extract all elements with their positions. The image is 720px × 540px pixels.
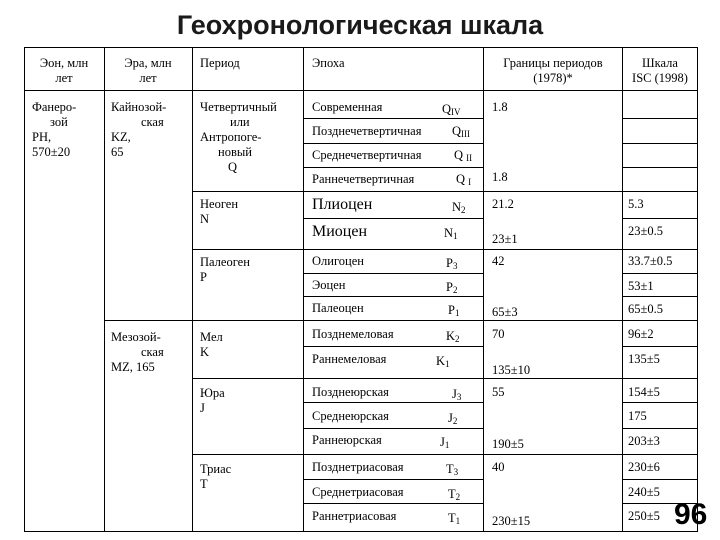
epoch-name: Раннеюрская	[312, 433, 382, 447]
epoch-code: $P_1$	[448, 303, 460, 318]
bound-value: 1.8	[492, 170, 508, 184]
epoch-code: Q $_I$	[456, 172, 472, 187]
epoch-name: Раннемеловая	[312, 352, 387, 366]
epoch-code: $K_2$	[446, 329, 460, 344]
isc-value: 23±0.5	[628, 224, 663, 238]
bound-value: 135±10	[492, 363, 531, 377]
epoch-code: $N_1$	[444, 226, 458, 241]
period-cretaceous: Мел K	[200, 330, 223, 359]
isc-value: 230±6	[628, 460, 660, 474]
epoch-code: $J_2$	[448, 411, 458, 426]
isc-value: 240±5	[628, 485, 660, 499]
period-neogene: Неоген N	[200, 197, 239, 226]
epoch-name: Современная	[312, 100, 383, 114]
epoch-name: Позднетриасовая	[312, 460, 404, 474]
bound-value: 190±5	[492, 437, 524, 451]
isc-value: 65±0.5	[628, 302, 663, 316]
epoch-name: Миоцен	[312, 223, 368, 240]
epoch-code: $T_2$	[448, 487, 461, 502]
header-eon: Эон, млн лет	[39, 56, 89, 85]
epoch-code: $J_1$	[440, 435, 450, 450]
period-triassic: Триас T	[200, 462, 232, 491]
epoch-code: $Q_{IV}$	[442, 102, 461, 117]
page-number: 96	[674, 498, 708, 531]
isc-value: 135±5	[628, 352, 660, 366]
eon-phanerozoic: Фанеро- зой PH, 570±20	[32, 100, 77, 159]
epoch-name: Палеоцен	[312, 301, 364, 315]
epoch-name: Эоцен	[312, 278, 346, 292]
era-mesozoic: Мезозой- ская MZ, 165	[111, 330, 164, 374]
epoch-code: Q $_{II}$	[454, 148, 473, 163]
bound-value: 230±15	[492, 514, 531, 528]
bound-value: 1.8	[492, 100, 508, 114]
epoch-code: $J_3$	[452, 387, 462, 402]
header-era: Эра, млн лет	[124, 56, 172, 85]
epoch-code: $P_2$	[446, 280, 458, 295]
epoch-name: Олигоцен	[312, 254, 364, 268]
header-bounds: Границы периодов (1978)*	[503, 56, 603, 85]
epoch-code: $P_3$	[446, 256, 458, 271]
epoch-code: $N_2$	[452, 200, 466, 215]
epoch-code: $T_3$	[446, 462, 459, 477]
period-jurassic: Юра J	[200, 386, 225, 415]
epoch-name: Среднетриасовая	[312, 485, 404, 499]
isc-value: 154±5	[628, 385, 660, 399]
period-paleogene: Палеоген P	[200, 255, 250, 284]
isc-value: 33.7±0.5	[628, 254, 673, 268]
epoch-code: $T_1$	[448, 511, 461, 526]
era-cenozoic: Кайнозой- ская KZ, 65	[111, 100, 167, 159]
isc-value: 203±3	[628, 434, 660, 448]
isc-value: 5.3	[628, 197, 644, 211]
isc-value: 250±5	[628, 509, 660, 523]
epoch-name: Позднемеловая	[312, 327, 394, 341]
header-period: Период	[200, 56, 240, 70]
bound-value: 70	[492, 327, 505, 341]
bound-value: 23±1	[492, 232, 518, 246]
page-title: Геохронологическая шкала	[176, 10, 544, 40]
epoch-name: Среднеюрская	[312, 409, 389, 423]
bound-value: 55	[492, 385, 505, 399]
epoch-name: Среднечетвертичная	[312, 148, 422, 162]
period-quaternary: Четвертичный или Антропоге- новый Q	[200, 100, 277, 174]
bound-value: 65±3	[492, 305, 518, 319]
bound-value: 21.2	[492, 197, 514, 211]
isc-value: 175	[628, 409, 647, 423]
epoch-code: $Q_{III}$	[452, 124, 471, 139]
header-isc: Шкала ISC (1998)	[632, 56, 688, 85]
isc-value: 53±1	[628, 279, 654, 293]
epoch-name: Плиоцен	[312, 196, 373, 213]
epoch-name: Раннечетвертичная	[312, 172, 415, 186]
bound-value: 40	[492, 460, 505, 474]
bound-value: 42	[492, 254, 505, 268]
header-epoch: Эпоха	[312, 56, 345, 70]
epoch-name: Позднечетвертичная	[312, 124, 422, 138]
epoch-name: Раннетриасовая	[312, 509, 397, 523]
epoch-name: Позднеюрская	[312, 385, 389, 399]
epoch-code: $K_1$	[436, 354, 450, 369]
isc-value: 96±2	[628, 327, 654, 341]
